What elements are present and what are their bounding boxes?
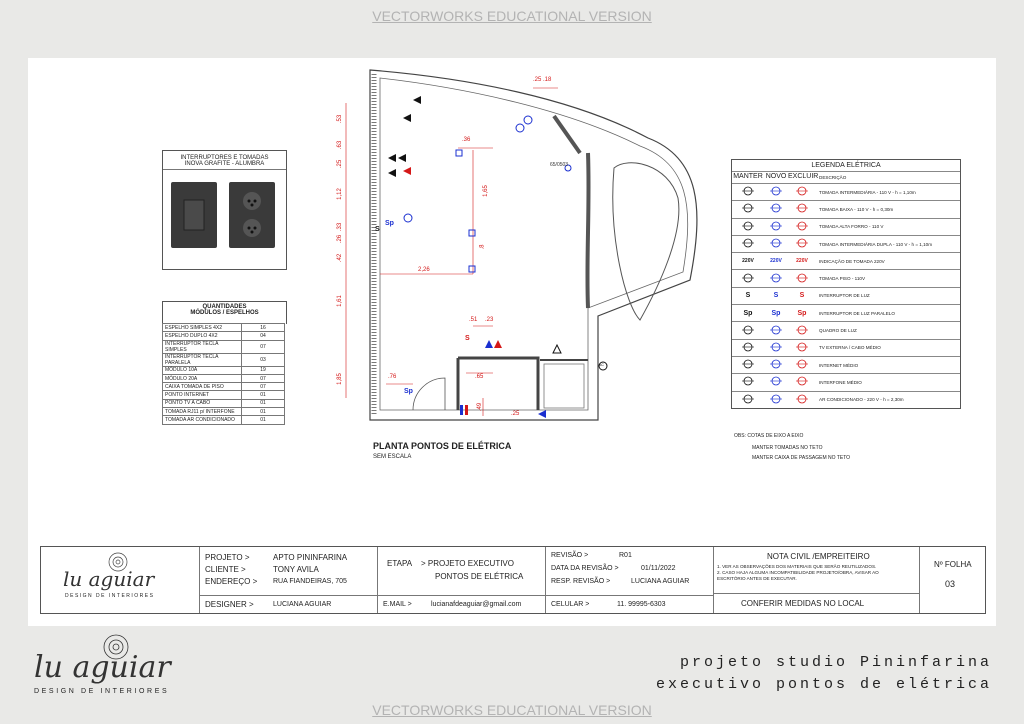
footer-caption-1: projeto studio Pininfarina [679,654,992,671]
socket-high-icon [788,221,816,233]
tb-revisao-label: REVISÃO > [551,552,589,559]
legend-note-2: MANTER TOMADAS NO TETO [752,445,823,451]
kitchen-counter [544,364,584,408]
legend-desc: INTERRUPTOR DE LUZ PARALELO [819,310,895,316]
door-swing [413,378,445,410]
tb-etapa-value-2: PONTOS DE ELÉTRICA [435,572,524,581]
quantity-value: 01 [242,416,285,424]
socket-double-icon [732,238,764,250]
legend-row [732,356,960,373]
floor-socket-icon [732,273,764,285]
drawing-sheet [28,58,996,626]
floor-socket-icon [788,273,816,285]
quantity-value: 03 [242,353,285,366]
tb-nota-title: NOTA CIVIL /EMPREITEIRO [767,552,870,561]
tv-icon [764,342,788,354]
tb-designer-value: LUCIANA AGUIAR [273,601,332,608]
internet-icon [764,359,788,371]
tb-conferir: CONFERIR MEDIDAS NO LOCAL [741,599,865,608]
legend-row [732,218,960,235]
ac-icon [764,394,788,406]
quantity-value: 16 [242,324,285,332]
tb-nota-3: ESCRITÓRIO ANTES DE EXECUTAR. [717,576,797,581]
parallel-switch-icon: Sp [771,309,781,317]
dim-25c: .25 [511,411,520,417]
legend-note-3: MANTER CAIXA DE PASSAGEM NO TETO [752,455,851,461]
quantity-value: 19 [242,366,285,374]
footer-logo-script: lu aguiar [34,650,171,685]
tb-nota-1: 1. VER AS OBSERVAÇÕES DOS MATERIAIS QUE SERÃO REUTILIZADOS. [717,564,877,569]
label-220v: 220V [770,258,782,265]
label-220v: 220V [742,258,754,265]
socket-high-icon [764,221,788,233]
dim-18: .18 [543,77,552,83]
dim-49: .49 [477,402,484,412]
switch-icon: S [799,292,805,300]
balcony-outline [613,163,679,320]
tb-cliente-label: CLIENTE > [205,565,246,574]
tb-folha-label: Nº FOLHA [934,560,972,569]
floor-socket-icon [764,273,788,285]
dim-25b: .25 [337,159,344,169]
legend-header-new: NOVO [765,173,787,181]
socket-low-icon [764,203,788,215]
quantity-value: 07 [242,383,285,391]
intercom-icon [788,376,816,388]
dim-23: .23 [485,317,494,323]
quantity-label: PONTO TV A CABO [163,399,242,407]
legend-table [731,159,961,409]
plan-switch-s: S [375,226,380,233]
title-block [40,546,986,614]
quantity-label: INTERRUPTOR TECLA PARALELA [163,353,242,366]
legend-header-remove: EXCLUIR [788,173,819,181]
dim-112: 1,12 [336,188,343,200]
outer-wall-outline [370,70,697,420]
quantity-value: 07 [242,374,285,382]
parallel-switch-icon: Sp [743,309,753,317]
tb-logo-script: lu aguiar [63,567,155,591]
intercom-icon [732,376,764,388]
footer-logo-sub: DESIGN DE INTERIORES [34,688,170,695]
legend-row [732,235,960,252]
tb-nota-2: 2. CASO HAJA ALGUMA INCOMPATIBILIDADE PROJETO/OBRA, AVISAR AO [717,570,879,575]
dim-161: 1,61 [336,295,343,307]
tb-email-value: lucianafdeaguiar@gmail.com [431,601,522,608]
tb-email-label: E.MAIL > [383,601,412,608]
panel-icon [788,325,816,337]
legend-row [732,373,960,390]
legend-title: LEGENDA ELÉTRICA [811,162,881,169]
watermark-top: VECTORWORKS EDUCATIONAL VERSION [372,8,652,24]
legend-desc: TOMADA ALTA FORRO - 110 V [819,224,884,230]
plan-title: PLANTA PONTOS DE ELÉTRICA [373,441,512,451]
legend-desc: INTERRUPTOR DE LUZ [819,293,870,299]
dim-65: .65 [475,374,484,380]
legend-desc: INTERFONE MÉDIO [819,379,862,385]
plan-scale: SEM ESCALA [373,454,412,460]
dim-26: .26 [337,234,344,244]
tb-endereco-value: RUA FIANDEIRAS, 705 [273,578,347,585]
quantity-label: CAIXA TOMADA DE PISO [163,383,242,391]
switch-icon: S [745,292,751,300]
legend-row [732,339,960,356]
legend-desc: INTERNET MÉDIO [819,362,859,368]
legend-row [732,269,960,286]
dim-33: .33 [337,222,344,232]
legend-row [732,252,960,269]
quantities-title-2: MÓDULOS / ESPELHOS [190,310,259,316]
tb-folha-value: 03 [945,579,956,589]
tb-endereco-label: ENDEREÇO > [205,577,258,586]
quantity-value: 01 [242,391,285,399]
dim-63: .63 [337,140,344,150]
socket-double-icon [764,238,788,250]
dim-165: 1,65 [482,185,489,197]
socket-medium-icon [788,186,816,198]
legend-desc: INDICAÇÃO DE TOMADA 220V [819,258,885,264]
tb-resp-value: LUCIANA AGUIAR [631,578,690,585]
dim-8: .8 [479,244,486,250]
dim-185: 1,85 [336,373,343,385]
socket-low-icon [788,203,816,215]
legend-row [732,287,960,304]
bathroom-wall [458,358,538,410]
socket-medium-icon [732,186,764,198]
dim-226: 2,26 [418,267,430,273]
dimension-lines [346,88,558,416]
corner-wall [554,116,580,153]
legend-row [732,183,960,200]
dim-6503: 65/0503 [550,162,569,168]
legend-desc: TV EXTERNA / CABO MÉDIO [819,345,881,351]
panel-icon [732,325,764,337]
quantity-label: MÓDULO 20A [163,374,242,382]
dim-51: .51 [469,317,478,323]
socket-high-icon [732,221,764,233]
legend-header-keep: MANTER [733,173,763,181]
internet-icon [732,359,764,371]
quantity-value: 01 [242,399,285,407]
legend-row [732,391,960,408]
legend-desc: TOMADA BAIXA - 110 V - h = 0,30m [819,206,894,212]
internet-icon [788,359,816,371]
footer-caption-2: executivo pontos de elétrica [655,676,992,693]
quantity-label: MÓDULO 10A [163,366,242,374]
dim-25a: .25 [533,77,542,83]
switch-box-title-1: INTERRUPTORES E TOMADAS [180,155,269,161]
quantity-label: PONTO INTERNET [163,391,242,399]
quantity-label: ESPELHO SIMPLES 4X2 [163,324,242,332]
legend-row [732,304,960,321]
quantities-title-1: QUANTIDADES [202,304,247,310]
dim-36: .36 [462,137,471,143]
panel-icon [764,325,788,337]
plan-switch-sp: Sp [385,220,394,227]
dim-76: .76 [388,374,397,380]
watermark-bottom: VECTORWORKS EDUCATIONAL VERSION [372,702,652,718]
tb-data-label: DATA DA REVISÃO > [551,565,619,572]
quantity-label: TOMADA RJ11 p/ INTERFONE [163,408,242,416]
dim-42: .42 [337,253,344,263]
socket-double-icon [788,238,816,250]
plan-switch-sp2: Sp [404,388,413,395]
quantity-label: TOMADA AR CONDICIONADO [163,416,242,424]
switch-box-title-2: INOVA GRAFITE - ALUMBRA [163,161,286,170]
tb-cliente-value: TONY AVILA [273,565,319,574]
quantity-value: 04 [242,332,285,340]
legend-header-desc: DESCRIÇÃO [819,174,847,180]
tv-icon [732,342,764,354]
plan-switch-s2: S [465,335,470,342]
legend-desc: TOMADA INTERMEDIÁRIA - 110 V - h = 1,10m [819,189,916,195]
tb-revisao-value: R01 [619,552,632,559]
legend-desc: TOMADA PISO - 110V [819,276,866,282]
tb-resp-label: RESP. REVISÃO > [551,578,611,585]
legend-row [732,321,960,338]
tb-designer-label: DESIGNER > [205,600,254,609]
legend-row [732,200,960,217]
legend-note-1: OBS: COTAS DE EIXO A EIXO [734,433,804,439]
legend-desc: AR CONDICIONADO - 220 V - h = 2,30m [819,397,904,403]
tb-logo-sub: DESIGN DE INTERIORES [65,593,155,599]
tb-projeto-label: PROJETO > [205,553,250,562]
tb-celular-value: 11. 99995-6303 [617,601,666,608]
tb-etapa-label: ETAPA [387,559,413,568]
legend-desc: QUADRO DE LUZ [819,328,857,334]
tb-etapa-value-1: > PROJETO EXECUTIVO [421,559,514,568]
label-220v: 220V [796,258,808,265]
legend-header-row [732,171,960,183]
tb-celular-label: CELULAR > [551,601,590,608]
legend-desc: TOMADA INTERMEDIÁRIA DUPLA - 110 V - h = 1,10m [819,241,933,247]
ac-icon [788,394,816,406]
socket-low-icon [732,203,764,215]
tb-data-value: 01/11/2022 [641,565,676,572]
quantity-value: 07 [242,340,285,353]
quantity-value: 01 [242,408,285,416]
ac-icon [732,394,764,406]
socket-medium-icon [764,186,788,198]
tv-icon [788,342,816,354]
intercom-icon [764,376,788,388]
tb-projeto-value: APTO PININFARINA [273,553,348,562]
inner-wall-outline [380,78,688,410]
plan-ac: AC [599,363,604,367]
quantity-label: ESPELHO DUPLO 4X2 [163,332,242,340]
switch-icon: S [773,292,779,300]
quantity-label: INTERRUPTOR TECLA SIMPLES [163,340,242,353]
window-wall [587,153,588,308]
parallel-switch-icon: Sp [797,309,807,317]
dim-53: .53 [337,114,344,124]
